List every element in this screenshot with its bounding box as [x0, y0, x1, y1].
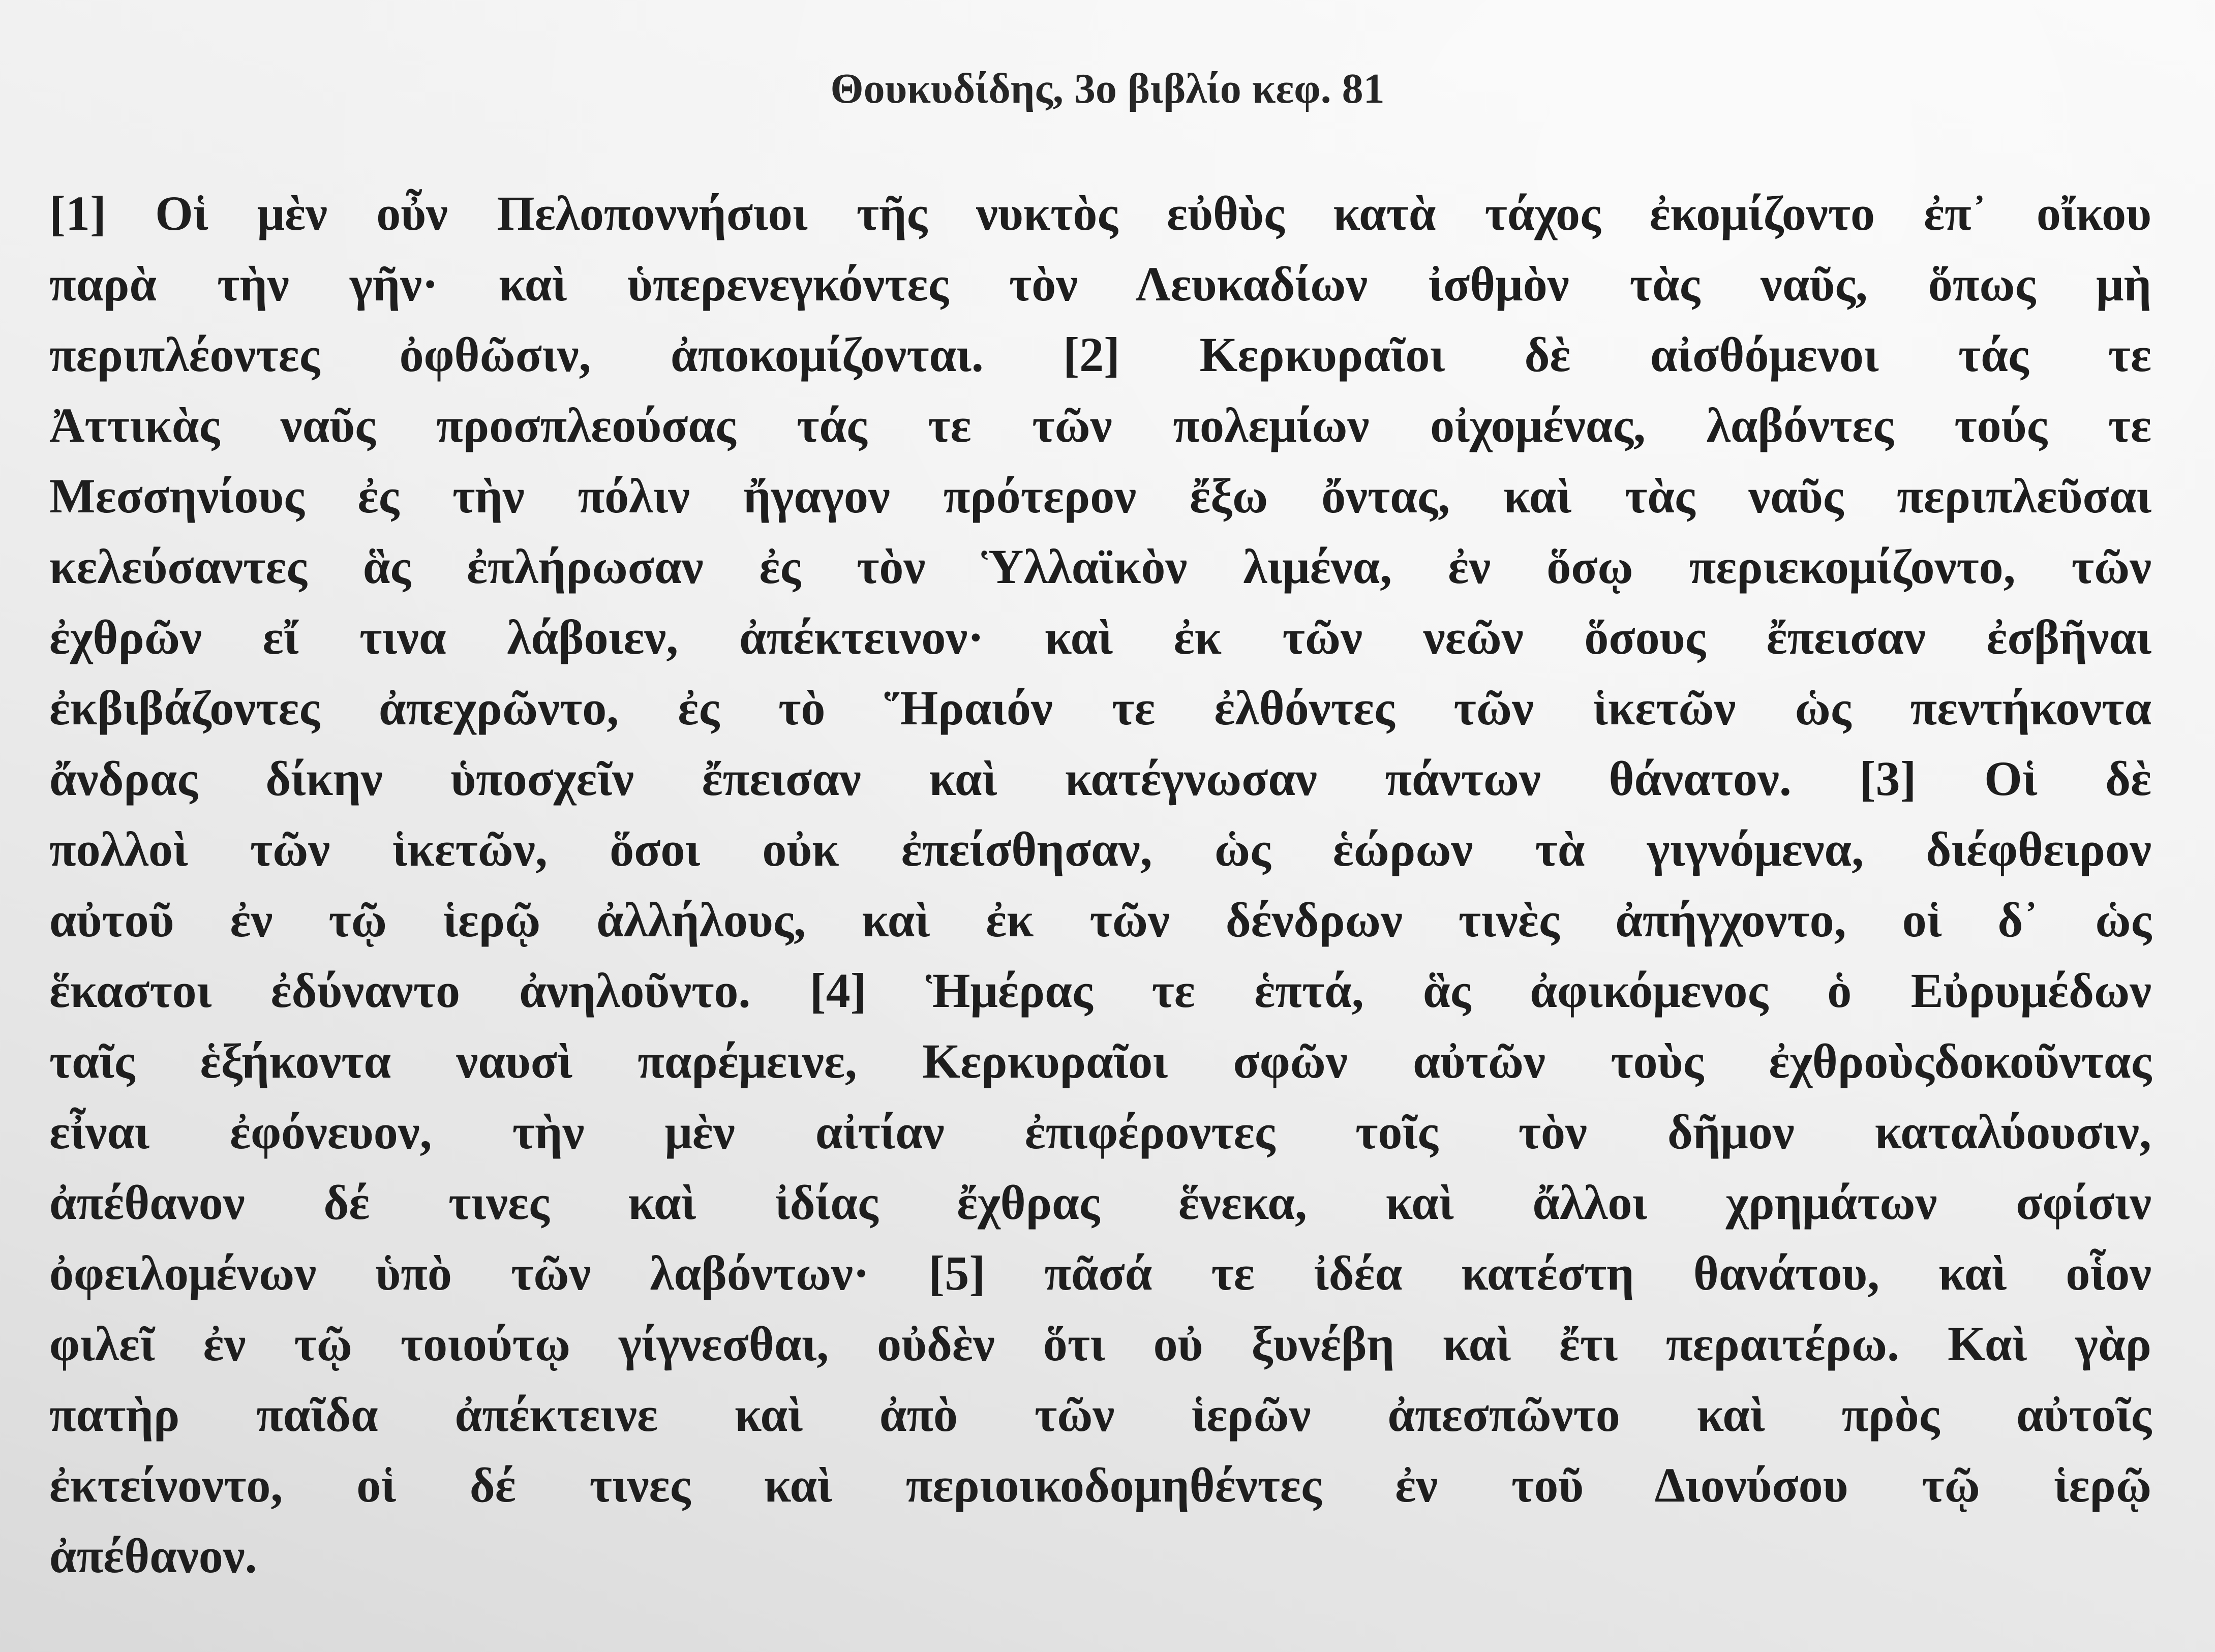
text-line: ἐκβιβάζοντες ἀπεχρῶντο, ἐς τὸ Ἥραιόν τε ἐλθόντες τῶν ἱκετῶν ὡς πεντήκοντα — [49, 681, 2151, 735]
text-line: πολλοὶ τῶν ἱκετῶν, ὅσοι οὐκ ἐπείσθησαν, ὡς ἑώρων τὰ γιγνόμενα, διέφθειρον — [49, 822, 2151, 876]
text-line: αὐτοῦ ἐν τῷ ἱερῷ ἀλλήλους, καὶ ἐκ τῶν δένδρων τινὲς ἀπήγχοντο, οἱ δ᾽ ὡς — [49, 893, 2151, 947]
text-line: [1] Οἱ μὲν οὖν Πελοποννήσιοι τῆς νυκτὸς εὐθὺς κατὰ τάχος ἐκομίζοντο ἐπ᾽ οἴκου — [49, 186, 2151, 240]
text-line: παρὰ τὴν γῆν· καὶ ὑπερενεγκόντες τὸν Λευκαδίων ἰσθμὸν τὰς ναῦς, ὅπως μὴ — [49, 257, 2151, 311]
text-line: πατὴρ παῖδα ἀπέκτεινε καὶ ἀπὸ τῶν ἱερῶν ἀπεσπῶντο καὶ πρὸς αὐτοῖς — [49, 1387, 2151, 1442]
text-line-last: ἀπέθανον. — [49, 1528, 257, 1583]
text-line: ταῖς ἑξήκοντα ναυσὶ παρέμεινε, Κερκυραῖοι σφῶν αὐτῶν τοὺς ἐχθροὺςδοκοῦντας — [49, 1034, 2151, 1088]
text-line: περιπλέοντες ὀφθῶσιν, ἀποκομίζονται. [2] Κερκυραῖοι δὲ αἰσθόμενοι τάς τε — [49, 327, 2151, 382]
greek-text-body — [49, 178, 2151, 1591]
text-line: εἶναι ἐφόνευον, τὴν μὲν αἰτίαν ἐπιφέροντες τοῖς τὸν δῆμον καταλύουσιν, — [49, 1105, 2151, 1159]
page-title: Θουκυδίδης, 3ο βιβλίο κεφ. 81 — [830, 65, 1385, 112]
text-line: Ἀττικὰς ναῦς προσπλεούσας τάς τε τῶν πολεμίων οἰχομένας, λαβόντες τούς τε — [49, 398, 2151, 452]
text-line: φιλεῖ ἐν τῷ τοιούτῳ γίγνεσθαι, οὐδὲν ὅτι οὐ ξυνέβη καὶ ἔτι περαιτέρω. Καὶ γὰρ — [49, 1317, 2151, 1371]
text-line: ὀφειλομένων ὑπὸ τῶν λαβόντων· [5] πᾶσά τε ἰδέα κατέστη θανάτου, καὶ οἷον — [49, 1246, 2151, 1300]
text-line: ἐχθρῶν εἴ τινα λάβοιεν, ἀπέκτεινον· καὶ ἐκ τῶν νεῶν ὅσους ἔπεισαν ἐσβῆναι — [49, 610, 2151, 664]
text-line: ἄνδρας δίκην ὑποσχεῖν ἔπεισαν καὶ κατέγνωσαν πάντων θάνατον. [3] Οἱ δὲ — [49, 751, 2151, 806]
text-line: ἕκαστοι ἐδύναντο ἀνηλοῦντο. [4] Ἡμέρας τε ἑπτά, ἃς ἀφικόμενος ὁ Εὐρυμέδων — [49, 963, 2151, 1018]
text-line: Μεσσηνίους ἐς τὴν πόλιν ἤγαγον πρότερον ἔξω ὄντας, καὶ τὰς ναῦς περιπλεῦσαι — [49, 469, 2151, 523]
text-line: ἐκτείνοντο, οἱ δέ τινες καὶ περιοικοδομηθέντες ἐν τοῦ Διονύσου τῷ ἱερῷ — [49, 1458, 2151, 1512]
text-line: κελεύσαντες ἃς ἐπλήρωσαν ἐς τὸν Ὑλλαϊκὸν λιμένα, ἐν ὅσῳ περιεκομίζοντο, τῶν — [49, 539, 2151, 594]
text-line: ἀπέθανον δέ τινες καὶ ἰδίας ἔχθρας ἕνεκα, καὶ ἄλλοι χρημάτων σφίσιν — [49, 1175, 2151, 1230]
